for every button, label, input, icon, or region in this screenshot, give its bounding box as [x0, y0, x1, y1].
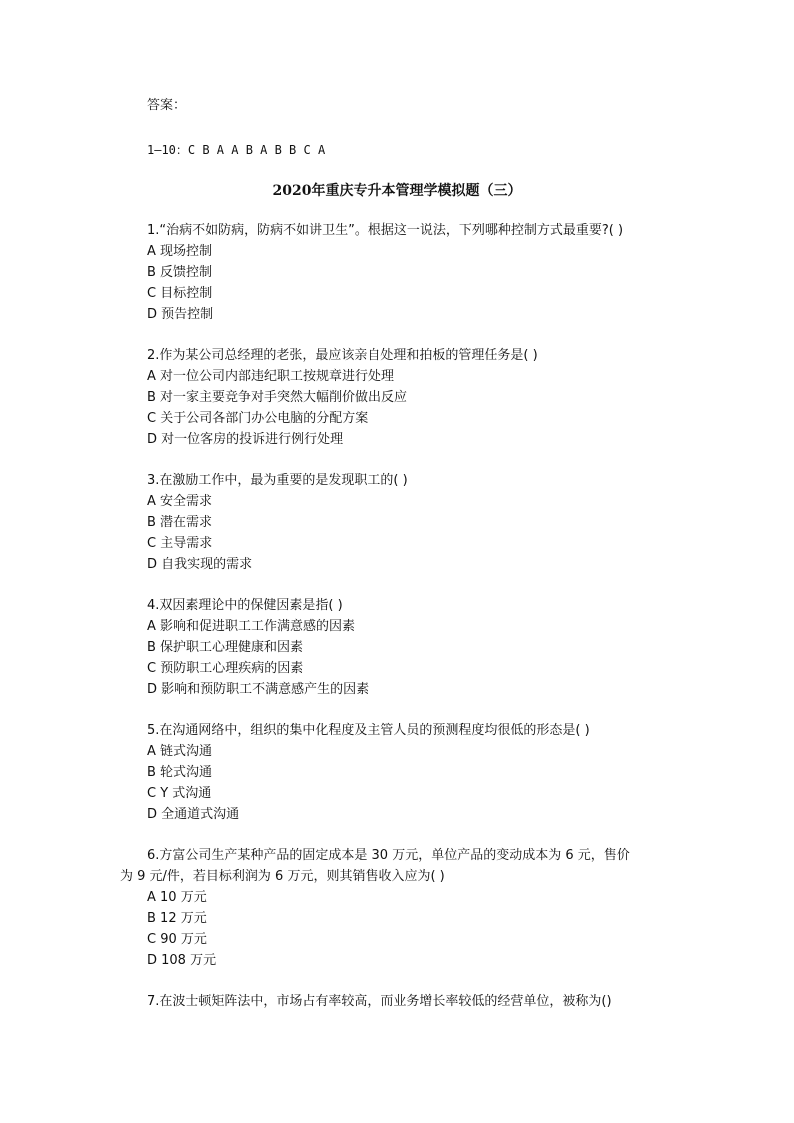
question-6-stem-line-1: 6.方富公司生产某种产品的固定成本是 30 万元，单位产品的变动成本为 6 元，售价 [147, 848, 630, 863]
question-3-stem: 3.在激励工作中，最为重要的是发现职工的( ) [147, 473, 408, 488]
question-4-option-d: D 影响和预防职工不满意感产生的因素 [147, 682, 370, 697]
question-4-option-b: B 保护职工心理健康和因素 [147, 640, 304, 655]
question-5-option-d: D 全通道式沟通 [147, 807, 240, 822]
answer-label: 答案： [147, 98, 187, 113]
question-5-option-b: B 轮式沟通 [147, 765, 213, 780]
question-2-stem: 2.作为某公司总经理的老张，最应该亲自处理和拍板的管理任务是( ) [147, 348, 538, 363]
question-1-stem: 1.“治病不如防病，防病不如讲卫生”。根据这一说法，下列哪种控制方式最重要?( ) [147, 223, 624, 238]
question-4-option-a: A 影响和促进职工工作满意感的因素 [147, 619, 356, 634]
question-5-option-c: C Y 式沟通 [147, 786, 212, 801]
question-2-option-b: B 对一家主要竞争对手突然大幅削价做出反应 [147, 390, 408, 405]
question-6-option-d: D 108 万元 [147, 953, 217, 968]
question-4-stem: 4.双因素理论中的保健因素是指( ) [147, 598, 343, 613]
question-2-option-a: A 对一位公司内部违纪职工按规章进行处理 [147, 369, 395, 384]
question-2-option-c: C 关于公司各部门办公电脑的分配方案 [147, 411, 369, 426]
question-1-option-b: B 反馈控制 [147, 265, 213, 280]
question-1-option-d: D 预告控制 [147, 307, 214, 322]
question-6-option-b: B 12 万元 [147, 911, 207, 926]
question-3-option-c: C 主导需求 [147, 536, 213, 551]
question-7-stem: 7.在波士顿矩阵法中，市场占有率较高，而业务增长率较低的经营单位，被称为() [147, 994, 612, 1009]
question-4-option-c: C 预防职工心理疾病的因素 [147, 661, 304, 676]
question-6-option-a: A 10 万元 [147, 890, 207, 905]
question-5-option-a: A 链式沟通 [147, 744, 213, 759]
question-1-option-a: A 现场控制 [147, 244, 213, 259]
question-6-option-c: C 90 万元 [147, 932, 207, 947]
question-3-option-b: B 潜在需求 [147, 515, 213, 530]
question-3-option-d: D 自我实现的需求 [147, 557, 253, 572]
question-5-stem: 5.在沟通网络中，组织的集中化程度及主管人员的预测程度均很低的形态是( ) [147, 723, 590, 738]
question-2-option-d: D 对一位客房的投诉进行例行处理 [147, 432, 344, 447]
question-1-option-c: C 目标控制 [147, 286, 213, 301]
document-title: 2020年重庆专升本管理学模拟题（三） [272, 183, 522, 199]
question-3-option-a: A 安全需求 [147, 494, 213, 509]
answer-line: 1—10：C B A A B A B B C A [147, 143, 326, 157]
question-6-stem-line-2: 为 9 元/件，若目标利润为 6 万元，则其销售收入应为( ) [120, 869, 445, 884]
